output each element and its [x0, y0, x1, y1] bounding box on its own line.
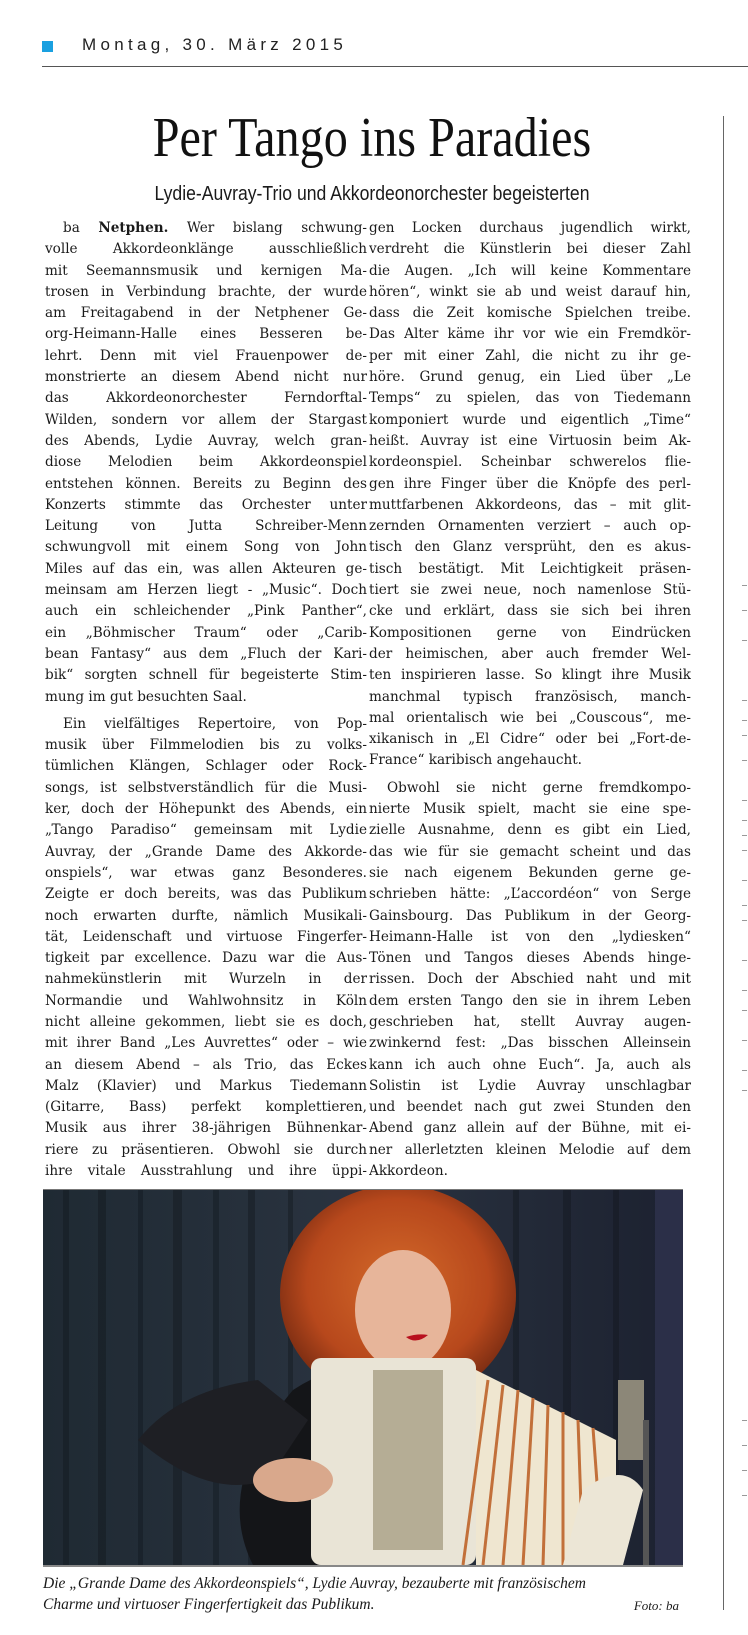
article-text-line: org-Heimann-Halle eines Besseren be-	[45, 326, 367, 343]
article-text-line: die Augen. „Ich will keine Kommentare	[369, 262, 691, 279]
neighbor-text-fragment	[742, 880, 747, 881]
article-text-line: Akkordeon.	[369, 1163, 448, 1180]
article-column-left	[45, 218, 367, 1182]
neighbor-text-fragment	[742, 760, 747, 761]
neighbor-text-fragment	[742, 1420, 747, 1421]
photo-illustration	[43, 1190, 683, 1565]
article-text-line: cke und erklärt, dass sie sich bei ihren	[369, 603, 691, 620]
article-text-line: tiert sie zwei neue, noch namenlose Stü-	[369, 582, 691, 599]
article-text-line: der heimischen, aber auch fremder Wel-	[369, 645, 691, 662]
article-text-line: Abend ganz allein auf der Bühne, mit ei-	[369, 1120, 691, 1137]
article-text-line: nahmekünstlerin mit Wurzeln in der	[45, 971, 367, 988]
article-text-line: Auvray, der „Grande Dame des Akkorde-	[45, 843, 367, 860]
article-text-line: zernden Ornamenten verziert – auch op-	[369, 518, 691, 535]
article-text-line: xikanisch in „El Cidre“ oder bei „Fort-de-	[369, 731, 691, 748]
section-marker-icon	[42, 41, 53, 52]
article-text-line: tisch den Glanz versprüht, den es akus-	[369, 539, 691, 556]
article-text-line: (Gitarre, Bass) perfekt komplettieren,	[45, 1099, 367, 1116]
neighbor-text-fragment	[742, 820, 747, 821]
article-text-line: hören“, winkt sie ab und weist darauf hin,	[369, 283, 691, 300]
neighbor-text-fragment	[742, 800, 747, 801]
article-text-line: musik über Filmmelodien bis zu volks-	[45, 737, 367, 754]
article-text-line: schrieben hätte: „L’accordéon“ von Serge	[369, 886, 691, 903]
accordion-ornament	[373, 1370, 443, 1550]
face	[355, 1250, 451, 1370]
article-text-line: Wilden, sondern vor allem der Stargast	[45, 411, 367, 428]
hand	[253, 1458, 333, 1502]
article-text-line: sie nach eigenem Bekunden gerne ge-	[369, 864, 691, 881]
article-text-line: diose Melodien beim Akkordeonspiel	[45, 454, 367, 471]
article-subheadline: Lydie-Auvray-Trio und Akkordeonorchester begeisterten	[154, 183, 590, 205]
article-text-line: ner allerletzten kleinen Melodie auf dem	[369, 1141, 691, 1158]
column-divider	[723, 116, 724, 1610]
article-text-line: Miles auf das ein, was allen Akteuren ge-	[45, 560, 367, 577]
header-rule	[42, 66, 748, 67]
neighbor-text-fragment	[742, 1090, 747, 1091]
article-text-line: komponiert wurde und eigentlich „Time“	[369, 411, 691, 428]
article-text-line: mung im gut besuchten Saal.	[45, 688, 247, 705]
article-text-line: riere zu präsentieren. Obwohl sie durch	[45, 1141, 367, 1158]
article-text-line: am Freitagabend in der Netphener Ge-	[45, 305, 367, 322]
article-text-line: entstehen können. Bereits zu Beginn des	[45, 475, 367, 492]
article-text-line: kann ich auch ohne Euch“. Ja, auch als	[369, 1056, 691, 1073]
dateline-location: Netphen.	[98, 220, 169, 236]
neighbor-text-fragment	[742, 905, 747, 906]
article-text-line: an diesem Abend – als Trio, das Eckes	[45, 1056, 367, 1073]
article-text-line: nicht alleine gekommen, liebt sie es doch,	[45, 1013, 367, 1030]
neighbor-text-fragment	[742, 610, 747, 611]
neighbor-text-fragment	[742, 990, 747, 991]
article-text-line: verdreht die Künstlerin bei dieser Zahl	[369, 241, 691, 258]
article-text-line: kordeonspiel. Scheinbar schwerelos flie-	[369, 454, 691, 471]
neighbor-text-fragment	[742, 1445, 747, 1446]
article-text-line: Temps“ zu spielen, das von Tiedemann	[369, 390, 691, 407]
article-text-line: gen Locken durchaus jugendlich wirkt,	[369, 220, 691, 236]
neighbor-text-fragment	[742, 1470, 747, 1471]
article-text-line: per mit einer Zahl, die nicht zu ihr ge-	[369, 347, 691, 364]
article-text-line: heißt. Auvray ist eine Virtuosin beim Ak-	[369, 432, 691, 449]
stage-side	[655, 1190, 683, 1565]
article-text-line: volle Akkordeonklänge ausschließlich	[45, 241, 367, 258]
article-text-line: songs, ist selbstverständlich für die Musi-	[45, 779, 367, 796]
article-text-line: des Abends, Lydie Auvray, welch gran-	[45, 432, 367, 449]
article-text-line: das wie für sie gemacht scheint und das	[369, 843, 691, 860]
article-text-line: Das Alter käme ihr vor wie ein Fremdkör-	[369, 326, 691, 343]
article-text-line: monstrierte an diesem Abend nicht nur	[45, 369, 367, 386]
article-text-line: und beendet nach gut zwei Stunden den	[369, 1099, 691, 1116]
neighbor-text-fragment	[742, 585, 747, 586]
article-text-line: zwinkernd fest: „Das bisschen Alleinsein	[369, 1035, 691, 1052]
article-text-line: ein „Böhmischer Traum“ oder „Carib-	[45, 624, 367, 641]
article-text-line: Malz (Klavier) und Markus Tiedemann	[45, 1077, 367, 1094]
article-text-line: Leitung von Jutta Schreiber-Menn	[45, 518, 367, 535]
article-text-line: Gainsbourg. Das Publikum in der Georg-	[369, 907, 691, 924]
neighbor-text-fragment	[742, 1010, 747, 1011]
article-text-line: höre. Grund genug, ein Lied über „Le	[369, 369, 691, 386]
article-text-line: dem ersten Tango den sie in ihrem Leben	[369, 992, 691, 1009]
neighbor-text-fragment	[742, 850, 747, 851]
article-text-line: das Akkordeonorchester Ferndorftal-	[45, 390, 367, 407]
article-text-line: tisch bestätigt. Mit Leichtigkeit präsen-	[369, 560, 691, 577]
article-text-line: geschrieben hat, stellt Auvray augen-	[369, 1013, 691, 1030]
article-text-line: noch erwarten durfte, nämlich Musikali-	[45, 907, 367, 924]
article-text-line: gen ihre Finger über die Knöpfe des perl-	[369, 475, 691, 492]
article-text-line: meinsam am Herzen liegt - „Music“. Doch	[45, 582, 367, 599]
article-text-line: tümlichen Klängen, Schlager oder Rock-	[45, 758, 367, 775]
article-text-line: bik“ sorgten schnell für begeisterte Stim-	[45, 667, 367, 684]
neighbor-text-fragment	[742, 735, 747, 736]
caption-line-1: Die „Grande Dame des Akkordeonspiels“, Lydie Auvray, bezauberte mit französischem	[43, 1575, 586, 1592]
neighbor-text-fragment	[742, 700, 747, 701]
article-text-line: ihre vitale Ausstrahlung und ihre üppi-	[45, 1163, 367, 1180]
article-text-line: onspiels“, war etwas ganz Besonderes.	[45, 864, 367, 881]
neighbor-text-fragment	[742, 960, 747, 961]
article-text-line: tät, Leidenschaft und virtuose Fingerfer-	[45, 928, 367, 945]
article-text-line: nierte Musik spielt, macht sie eine spe-	[369, 801, 691, 818]
caption-line-2: Charme und virtuoser Fingerfertigkeit das Publikum.	[43, 1596, 375, 1613]
article-text-line: auch ein schleichender „Pink Panther“,	[45, 603, 367, 620]
article-text-line: Tönen und Tangos dieses Abends hinge-	[369, 950, 691, 967]
article-text-line: Konzerts stimmte das Orchester unter	[45, 496, 367, 513]
article-photo	[43, 1189, 683, 1567]
article-text-line: muttfarbenen Akkordeons, das – mit glit-	[369, 496, 691, 513]
adjacent-article-edge	[734, 105, 748, 1605]
article-text-line: France“ karibisch angehaucht.	[369, 752, 582, 769]
photo-credit: Foto: ba	[633, 1598, 679, 1613]
byline: ba	[63, 220, 99, 236]
neighbor-text-fragment	[742, 835, 747, 836]
article-text: Wer bislang schwung-	[168, 220, 367, 236]
article-text-line: Solistin ist Lydie Auvray unschlagbar	[369, 1077, 691, 1094]
mic-stand	[643, 1420, 649, 1565]
page-header	[42, 37, 748, 67]
article-text-line: ker, doch der Höhepunkt des Abends, ein	[45, 801, 367, 818]
article-text-line: mit ihrer Band „Les Auvrettes“ oder – wie	[45, 1035, 367, 1052]
article-text-line: tigkeit par excellence. Dazu war die Aus-	[45, 950, 367, 967]
neighbor-text-fragment	[742, 920, 747, 921]
neighbor-text-fragment	[742, 1070, 747, 1071]
article-text-line: zielle Ausnahme, denn es gibt ein Lied,	[369, 822, 691, 839]
article-column-right	[369, 218, 691, 1182]
article-text-line	[45, 218, 367, 239]
article-text-line: trosen in Verbindung brachte, der wurde	[45, 283, 367, 300]
article-text-line: bean Fantasy“ aus dem „Fluch der Kari-	[45, 645, 367, 662]
article-text-line: Heimann-Halle ist von den „lydiesken“	[369, 928, 691, 945]
neighbor-text-fragment	[742, 640, 747, 641]
article-text-line: Ein vielfältiges Repertoire, von Pop-	[63, 715, 367, 732]
neighbor-text-fragment	[742, 1040, 747, 1041]
article-text-line: Obwohl sie nicht gerne fremdkompo-	[387, 779, 691, 796]
article-text-line: ten inspirieren lasse. So klingt ihre Musik	[369, 667, 691, 684]
article-text-line: „Tango Paradiso“ gemeinsam mit Lydie	[45, 822, 367, 839]
article-text-line: Musik aus ihrer 38-jährigen Bühnenkar-	[45, 1120, 367, 1137]
glass	[618, 1380, 644, 1460]
article-text-line: mal orientalisch wie bei „Couscous“, me-	[369, 709, 691, 726]
neighbor-text-fragment	[742, 1495, 747, 1496]
photo-caption	[43, 1573, 683, 1615]
issue-date: Montag, 30. März 2015	[82, 35, 348, 54]
neighbor-text-fragment	[742, 720, 747, 721]
article-text-line: Zeigte er doch bereits, was das Publikum	[45, 886, 367, 903]
article-text-line: manchmal typisch französisch, manch-	[369, 688, 691, 705]
article-text-line: Kompositionen gerne von Eindrücken	[369, 624, 691, 641]
article-text-line: mit Seemannsmusik und kernigen Ma-	[45, 262, 367, 279]
article-text-line: lehrt. Denn mit viel Frauenpower de-	[45, 347, 367, 364]
article-text-line: dass die Zeit komische Spielchen treibe.	[369, 305, 691, 322]
article-text-line: rissen. Doch der Abschied naht und mit	[369, 971, 691, 988]
article-text-line: Normandie und Wahlwohnsitz in Köln	[45, 992, 367, 1009]
article-headline: Per Tango ins Paradies	[152, 107, 592, 169]
article-text-line: schwungvoll mit einem Song von John	[45, 539, 367, 556]
